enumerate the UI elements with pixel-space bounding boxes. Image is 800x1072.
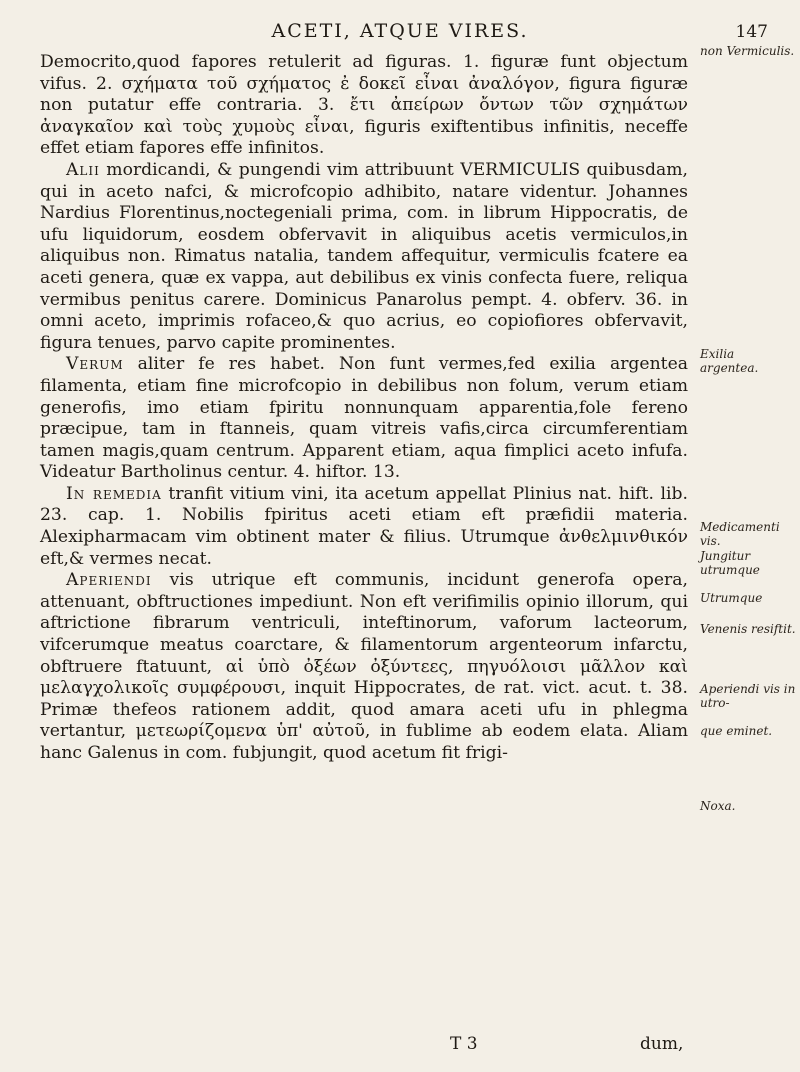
margin-note: Venenis resiftit. xyxy=(700,622,796,636)
running-head: ACETI, ATQUE VIRES. xyxy=(271,20,529,42)
margin-note: Noxa. xyxy=(700,799,736,813)
margin-note: Aperiendi vis in utro- xyxy=(700,682,796,710)
paragraph-text: vis utrique eft communis, incidunt generofa opera, attenuant, obftructiones impediunt. Non eft verifimilis opinio illorum, qui aftrictione fibrarum ventriculi, inteftinorum, vaforum lacteorum, vifcerumque meatus coarctare, & filamentorum argenteorum infarctu, obftruere ftatuunt, αἱ ὑπὸ ὀξέων ὀξύντεες, πηγυόλοισι μᾶλλον καὶ μελαγχολικοῖς συμφέρουσι, inquit Hippocrates, de rat. vict. acut. t. 38. Primæ thefeos rationem addit, quod amara aceti ufu in phlegma vertantur, μετεωρίζομενα ὑπ' αὐτοῦ, in fublime ab eodem elata. Aliam hanc Galenus in com. fubjungit, quod acetum fit frigi- xyxy=(40,570,688,763)
margin-note: Utrumque xyxy=(700,591,763,605)
paragraph xyxy=(40,354,688,484)
margin-note: Exilia argentea. xyxy=(700,347,759,375)
page-header xyxy=(0,20,800,50)
paragraph xyxy=(40,570,688,764)
margin-note: que eminet. xyxy=(700,724,773,738)
margin-note: Medicamenti vis. xyxy=(700,520,780,548)
paragraph-text: aliter fe res habet. Non funt vermes,fed exilia argentea filamenta, etiam fine microfcopio in debilibus non folum, verum etiam generofis, imo etiam fpiritu nonnunquam apparentia,fole fereno præcipue, tam in ftanneis, quam vitreis vafis,circa circumferentiam tamen magis,quam centrum. Apparent etiam, aqua fimplici aceto infufa. Videatur Bartholinus centur. 4. hiftor. 13. xyxy=(40,354,688,483)
page-footer xyxy=(0,1034,800,1058)
signature-mark: T 3 xyxy=(450,1034,478,1054)
paragraph-text: tranfit vitium vini, ita acetum appellat Plinius nat. hift. lib. 23. cap. 1. Nobilis fpiritus aceti etiam eft præfidii materia. Alexipharmacam vim obtinent mater & filius. Utrumque ἀνθελμινθικόν eft,& vermes necat. xyxy=(40,483,688,569)
paragraph xyxy=(40,160,688,354)
paragraph-text: Democrito,quod fapores retulerit ad figuras. 1. figuræ funt objectum vifus. 2. σχήματα τοῦ σχήματος ἐ δοκεῖ εἶναι ἀναλόγον, figura figuræ non putatur effe contraria. 3. ἔτι ἀπείρων ὄντων τῶν σχημάτων ἀναγκαῖον καὶ τοὺς χυμοὺς εἶναι, figuris exiftentibus infinitis, neceffe effet etiam fapores effe infinitos. xyxy=(40,52,688,159)
paragraph-lead: Aperiendi xyxy=(66,570,152,591)
paragraph xyxy=(40,484,688,570)
paragraph-lead: Alii xyxy=(66,159,100,180)
body-text xyxy=(40,52,688,765)
catchword: dum, xyxy=(640,1034,684,1054)
page-number: 147 xyxy=(735,22,768,42)
paragraph-lead: Verum xyxy=(66,354,124,375)
paragraph xyxy=(40,52,688,160)
paragraph-lead: In remedia xyxy=(66,483,162,504)
margin-note: non Vermiculis. xyxy=(700,44,795,58)
margin-note: Jungitur utrumque xyxy=(700,549,760,577)
paragraph-text: mordicandi, & pungendi vim attribuunt VERMICULIS quibusdam, qui in aceto nafci, & microfcopio adhibito, natare videntur. Johannes Nardius Florentinus,noctegeniali prima, com. in librum Hippocratis, de ufu liquidorum, eosdem obfervavit in aliquibus acetis vermiculos,in aliquibus non. Rimatus natalia, tandem affequitur, vermiculis fcatere ea aceti genera, quæ ex vappa, aut debilibus ex vinis confecta fuere, reliqua vermibus penitus carere. Dominicus Panarolus pempt. 4. obferv. 36. in omni aceto, imprimis rofaceo,& quo acrius, eo copiofiores obfervavit, figura tenues, parvo capite prominentes. xyxy=(40,159,689,353)
